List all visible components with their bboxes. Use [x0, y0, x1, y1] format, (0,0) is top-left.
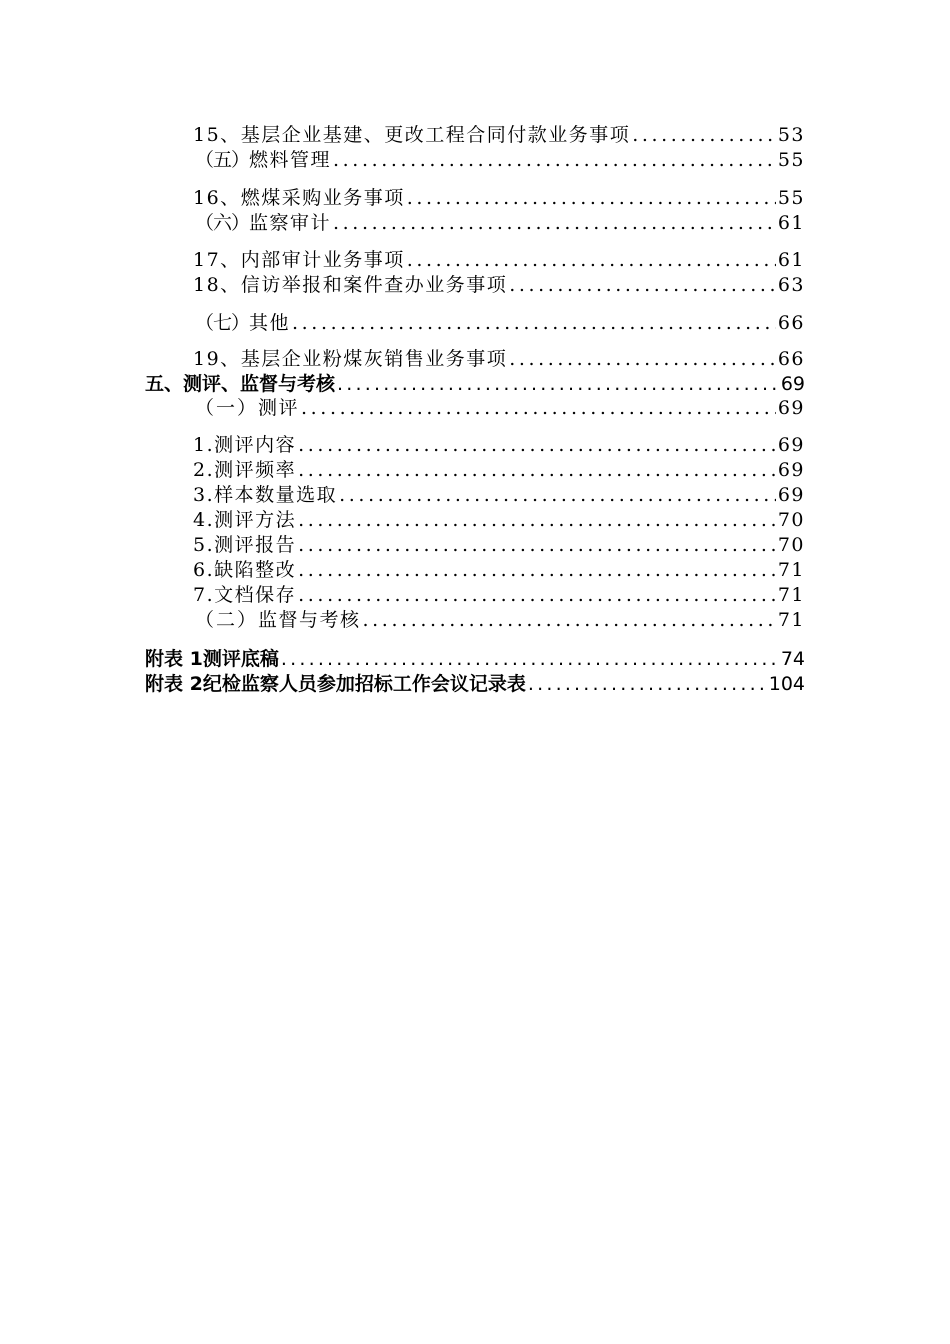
toc-entry-page: 71: [777, 584, 805, 606]
dot-leader: [298, 558, 776, 582]
dot-leader: [333, 211, 776, 235]
dot-leader: [333, 148, 776, 172]
dot-leader: [509, 273, 776, 297]
toc-entry-title: 测评: [258, 397, 300, 419]
toc-entry-number: 五、: [145, 373, 184, 395]
toc-entry-number: （六）: [195, 212, 250, 234]
toc-entry-number: 19、: [193, 348, 241, 370]
dot-leader: [298, 433, 776, 457]
dot-leader: [407, 186, 776, 210]
toc-entry[interactable]: [195, 396, 805, 420]
toc-entry-number: 4.: [193, 509, 215, 531]
toc-entry-number: 5.: [193, 534, 215, 556]
toc-entry[interactable]: [193, 347, 805, 371]
dot-leader: [281, 647, 779, 671]
toc-entry-title: 测评报告: [214, 534, 297, 556]
toc-entry-number: 1.: [193, 434, 215, 456]
toc-entry-page: 69: [780, 373, 805, 395]
dot-leader: [301, 396, 776, 420]
dot-leader: [298, 458, 776, 482]
dot-leader: [632, 123, 776, 147]
toc-entry-title: 内部审计业务事项: [240, 249, 405, 271]
toc-entry-number: （七）: [195, 312, 250, 334]
toc-entry-page: 71: [777, 609, 805, 631]
toc-entry[interactable]: [195, 211, 805, 235]
toc-entry-title: 测评方法: [214, 509, 297, 531]
dot-leader: [407, 248, 776, 272]
toc-entry-title: 文档保存: [214, 584, 297, 606]
toc-entry-title: 纪检监察人员参加招标工作会议记录表: [202, 673, 526, 695]
toc-entry[interactable]: [193, 248, 805, 272]
toc-entry-number: （五）: [195, 149, 250, 171]
toc-entry[interactable]: [193, 483, 805, 507]
toc-entry-number: 15、: [193, 124, 241, 146]
toc-entry-page: 70: [777, 534, 805, 556]
toc-entry-number: 2.: [193, 459, 215, 481]
toc-entry-appendix[interactable]: [145, 672, 805, 696]
toc-entry-page: 61: [777, 249, 805, 271]
toc-entry-number: 附表 2: [145, 673, 203, 695]
toc-entry-number: （二）: [195, 609, 259, 631]
toc-entry-chapter[interactable]: [145, 372, 805, 396]
dot-leader: [363, 608, 776, 632]
toc-entry-number: 6.: [193, 559, 215, 581]
toc-entry-page: 69: [777, 459, 805, 481]
toc-entry-title: 测评内容: [214, 434, 297, 456]
toc-entry-number: （一）: [195, 397, 259, 419]
toc-entry-page: 74: [780, 648, 805, 670]
toc-entry-appendix[interactable]: [145, 647, 805, 671]
toc-entry-page: 66: [777, 312, 805, 334]
toc-entry[interactable]: [193, 273, 805, 297]
toc-entry-number: 16、: [193, 187, 241, 209]
toc-entry-page: 69: [777, 484, 805, 506]
toc-entry-title: 样本数量选取: [214, 484, 338, 506]
toc-entry-title: 燃料管理: [249, 149, 332, 171]
toc-entry-title: 测评底稿: [202, 648, 279, 670]
toc-entry-title: 其他: [249, 312, 291, 334]
toc-entry[interactable]: [195, 608, 805, 632]
toc-entry-page: 71: [777, 559, 805, 581]
toc-entry-number: 18、: [193, 274, 241, 296]
toc-entry-title: 基层企业粉煤灰销售业务事项: [240, 348, 508, 370]
dot-leader: [298, 583, 776, 607]
toc-entry-title: 基层企业基建、更改工程合同付款业务事项: [240, 124, 631, 146]
toc-entry[interactable]: [193, 186, 805, 210]
dot-leader: [337, 372, 779, 396]
toc-entry[interactable]: [193, 508, 805, 532]
toc-entry-title: 测评频率: [214, 459, 297, 481]
toc-entry[interactable]: [193, 558, 805, 582]
toc-entry-page: 70: [777, 509, 805, 531]
toc-entry-page: 69: [777, 397, 805, 419]
toc-entry[interactable]: [195, 311, 805, 335]
toc-entry-number: 3.: [193, 484, 215, 506]
toc-entry-title: 信访举报和案件查办业务事项: [240, 274, 508, 296]
toc-entry[interactable]: [193, 533, 805, 557]
dot-leader: [528, 672, 767, 696]
dot-leader: [292, 311, 776, 335]
toc-entry[interactable]: [193, 583, 805, 607]
toc-entry-number: 7.: [193, 584, 215, 606]
dot-leader: [339, 483, 776, 507]
toc-entry[interactable]: [193, 458, 805, 482]
toc-entry-page: 55: [777, 149, 805, 171]
toc-entry-title: 监察审计: [249, 212, 332, 234]
toc-entry-page: 53: [777, 124, 805, 146]
toc-entry[interactable]: [195, 148, 805, 172]
toc-entry[interactable]: [193, 123, 805, 147]
dot-leader: [298, 508, 776, 532]
toc-entry-title: 监督与考核: [258, 609, 361, 631]
toc-entry-page: 66: [777, 348, 805, 370]
toc-entry[interactable]: [193, 433, 805, 457]
toc-entry-page: 55: [777, 187, 805, 209]
toc-entry-number: 附表 1: [145, 648, 203, 670]
dot-leader: [298, 533, 776, 557]
dot-leader: [509, 347, 776, 371]
toc-entry-title: 测评、监督与考核: [183, 373, 336, 395]
toc-entry-page: 63: [777, 274, 805, 296]
toc-entry-page: 61: [777, 212, 805, 234]
toc-entry-page: 104: [768, 673, 805, 695]
toc-entry-title: 燃煤采购业务事项: [240, 187, 405, 209]
toc-entry-page: 69: [777, 434, 805, 456]
toc-entry-title: 缺陷整改: [214, 559, 297, 581]
toc-entry-number: 17、: [193, 249, 241, 271]
